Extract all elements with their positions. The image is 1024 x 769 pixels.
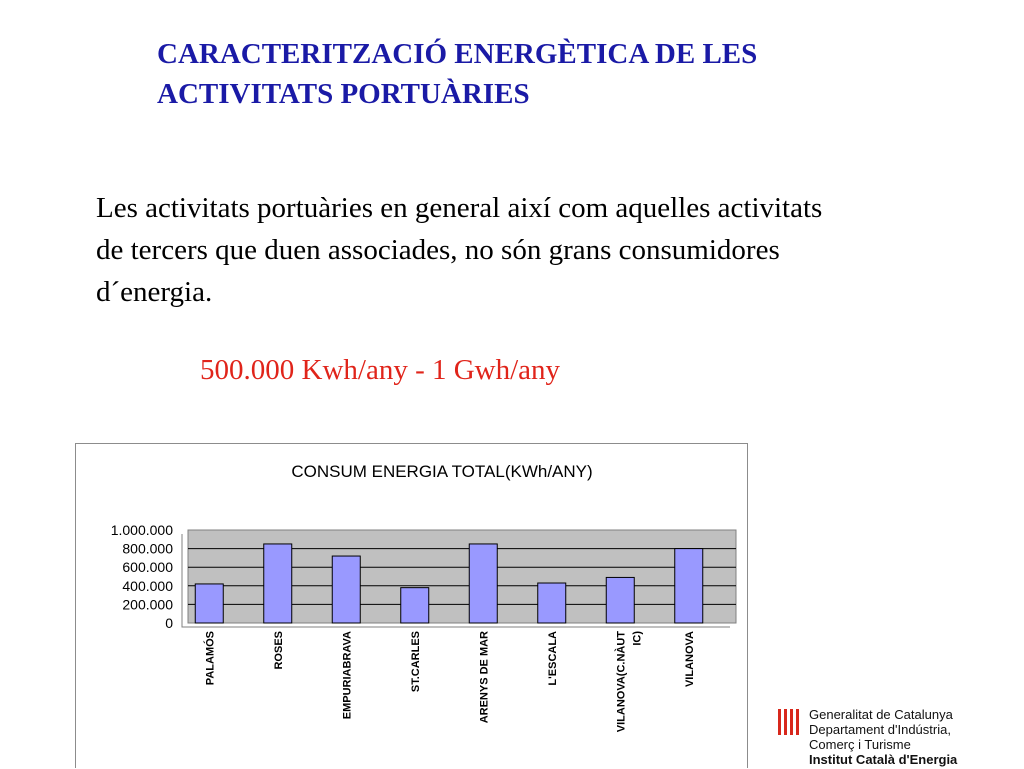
logo-text: [809, 707, 957, 767]
x-tick-label: ARENYS DE MAR: [478, 631, 491, 724]
bar: [195, 584, 223, 623]
energy-range: 500.000 Kwh/any - 1 Gwh/any: [200, 354, 561, 386]
generalitat-logo: [776, 707, 1016, 767]
y-tick-label: 200.000: [122, 596, 173, 613]
body-line-3: d´energia.: [96, 276, 213, 308]
logo-line-2: Departament d'Indústria,: [809, 722, 951, 737]
y-tick-label: 800.000: [122, 540, 173, 557]
body-paragraph: [96, 187, 976, 313]
logo-line-1: Generalitat de Catalunya: [809, 707, 953, 722]
body-line-1: Les activitats portuàries en general així com aquelles activitats: [96, 192, 823, 224]
slide-title: [157, 34, 917, 114]
chart-title: CONSUM ENERGIA TOTAL(KWh/ANY): [291, 462, 593, 481]
y-tick-label: 1.000.000: [110, 522, 173, 538]
x-tick-label: IC): [631, 631, 644, 646]
logo-line-4: Institut Català d'Energia: [809, 752, 958, 767]
bar: [675, 549, 703, 623]
x-tick-label: ST.CARLES: [409, 631, 422, 693]
bar: [264, 544, 292, 623]
senyera-logo-icon: [776, 707, 801, 737]
bar: [538, 583, 566, 623]
chart-frame: [75, 443, 748, 768]
y-tick-label: 0: [165, 615, 173, 631]
y-tick-label: 400.000: [122, 577, 173, 594]
x-tick-label: EMPURIABRAVA: [341, 631, 354, 720]
x-tick-label: VILANOVA: [683, 631, 696, 688]
energy-bar-chart: [76, 444, 749, 769]
y-tick-label: 600.000: [122, 559, 173, 576]
bar: [332, 556, 360, 623]
body-line-2: de tercers que duen associades, no són grans consumidores: [96, 234, 780, 266]
logo-line-3: Comerç i Turisme: [809, 737, 911, 752]
x-tick-label: ROSES: [272, 631, 285, 670]
slide-title-line-1: CARACTERITZACIÓ ENERGÈTICA DE LES: [157, 38, 758, 70]
x-tick-label: VILANOVA(C.NÀUT: [615, 631, 628, 733]
slide-title-line-2: ACTIVITATS PORTUÀRIES: [157, 78, 530, 110]
bar: [401, 588, 429, 623]
x-tick-label: PALAMÓS: [204, 631, 217, 686]
bar: [469, 544, 497, 623]
x-tick-label: L'ESCALA: [546, 631, 559, 686]
bar: [606, 577, 634, 623]
